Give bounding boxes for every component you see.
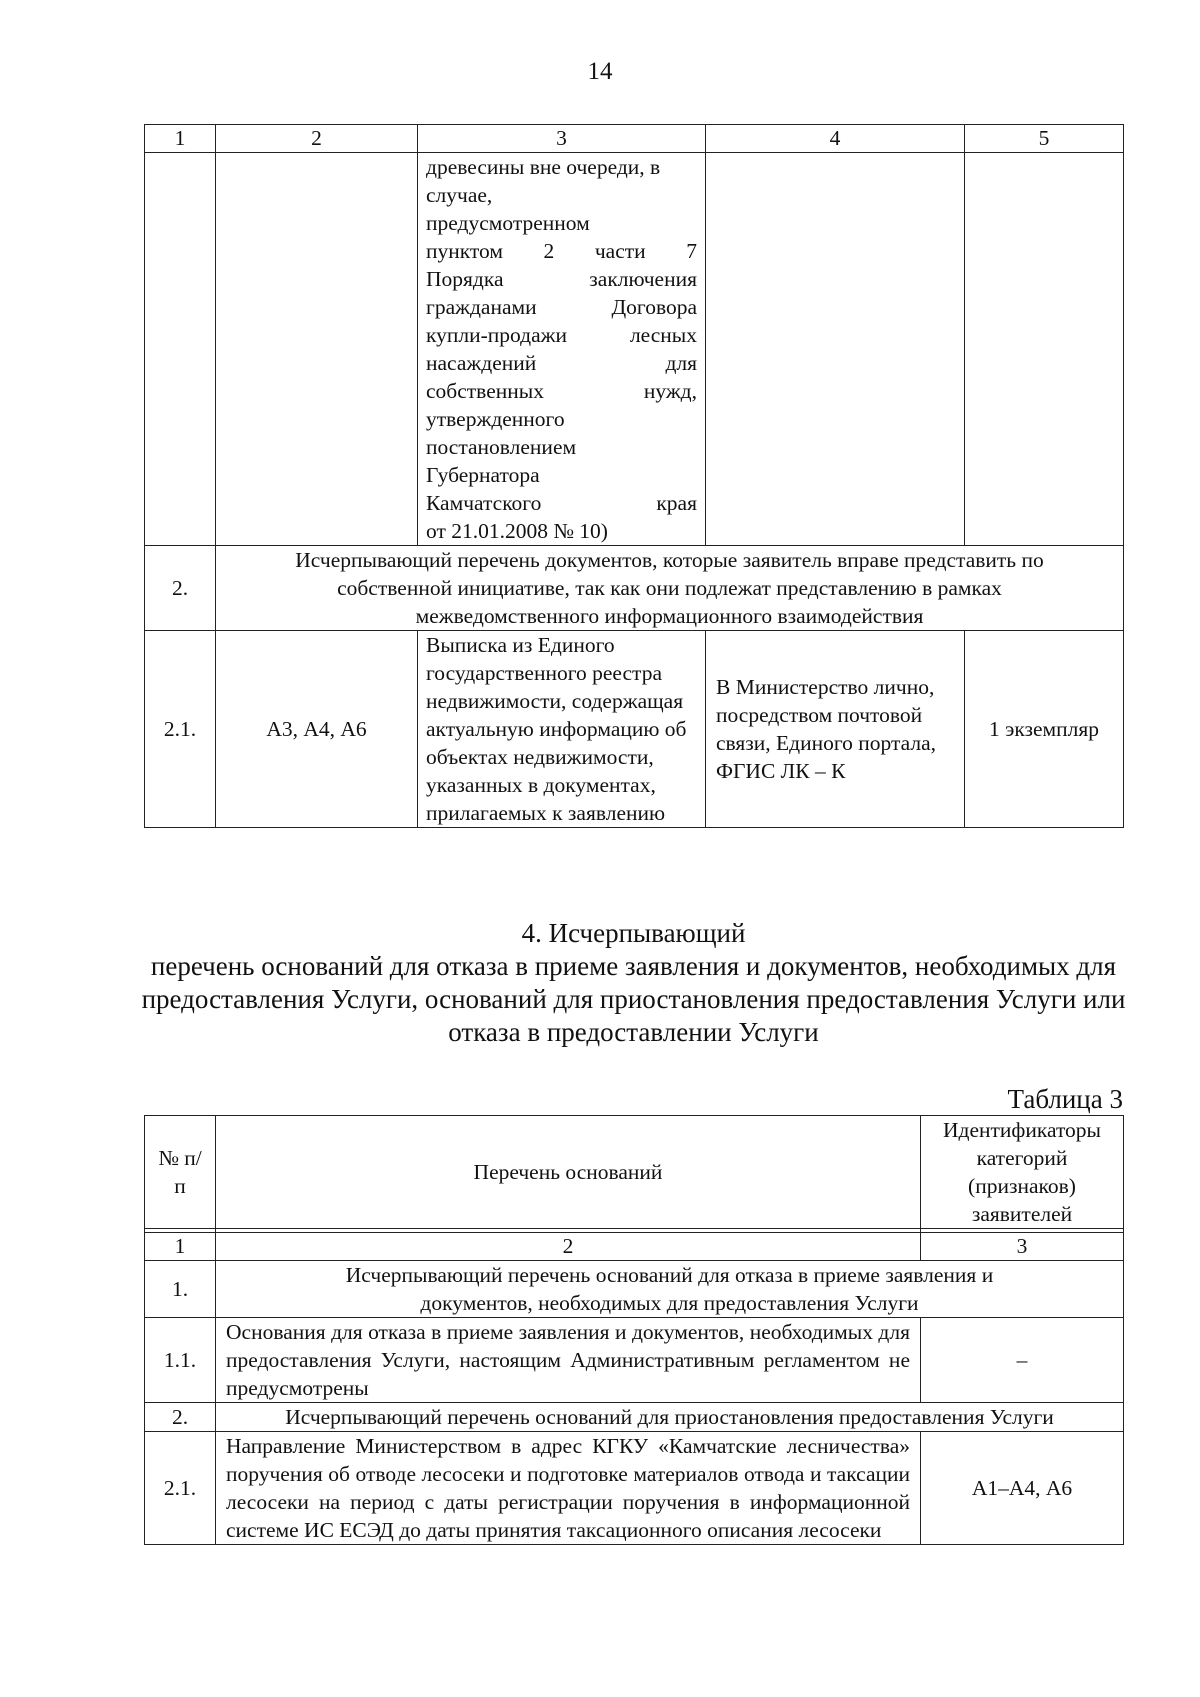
- t3-row-2-1-text: Направление Министерством в адрес КГКУ «Камчатские лесничества» поручения об отводе лесосеки и подготовке материалов отвода и таксации лесосеки на период с даты регистрации поручения в информационной системе ИС ЕСЭД до даты принятия таксационного описания лесосеки: [216, 1432, 921, 1545]
- t3-section-1-title: Исчерпывающий перечень оснований для отказа в приеме заявления и документов, необходимых для предоставления Услуги: [216, 1261, 1124, 1318]
- section-2-title: Исчерпывающий перечень документов, которые заявитель вправе представить по собственной инициативе, так как они подлежат представлению в рамках межведомственного информационного взаимодействия: [216, 546, 1124, 631]
- table-3-header-row: [145, 1116, 1124, 1229]
- document-text-line: насаждений для: [426, 351, 697, 375]
- document-text-line: постановлением: [426, 435, 577, 459]
- t3-col-number-3: 3: [921, 1233, 1124, 1261]
- document-text-line: от 21.01.2008 № 10): [426, 519, 608, 543]
- page-number: 14: [587, 58, 613, 85]
- document-text-line: Губернатора: [426, 463, 540, 487]
- t3-section-2-title: Исчерпывающий перечень оснований для приостановления предоставления Услуги: [216, 1403, 1124, 1432]
- document-text-line: купли-продажи лесных: [426, 323, 697, 347]
- document-text-line: гражданами Договора: [426, 295, 697, 319]
- document-text-line: собственных нужд,: [426, 379, 697, 403]
- row-2-1-quantity: 1 экземпляр: [965, 631, 1124, 828]
- table-3-label: Таблица 3: [1007, 1084, 1123, 1114]
- document-text-line: Камчатского края: [426, 491, 697, 515]
- row-2-1: [145, 631, 1124, 828]
- document-text-line: утвержденного: [426, 407, 565, 431]
- t3-row-2-1: [145, 1432, 1124, 1545]
- section-2-row: [145, 546, 1124, 631]
- row-2-1-document: Выписка из Единого государственного реестра недвижимости, содержащая актуальную информацию об объектах недвижимости, указанных в документах, прилагаемых к заявлению: [418, 631, 706, 828]
- t3-section-2-row: [145, 1403, 1124, 1432]
- row-2-1-categories: А3, А4, А6: [216, 631, 418, 828]
- t3-row-2-1-number: 2.1.: [145, 1432, 216, 1545]
- t3-col-number-1: 1: [145, 1233, 216, 1261]
- t3-row-1-1-text: Основания для отказа в приеме заявления и документов, необходимых для предоставления Услуги, настоящим Административным регламентом не предусмотрены: [216, 1318, 921, 1403]
- application-documents-table-continuation: [144, 124, 1124, 828]
- section-4-heading-text: перечень оснований для отказа в приеме заявления и документов, необходимых для предоставления Услуги, оснований для приостановления предоставления Услуги или отказа в предоставлении Услуги: [141, 951, 1126, 1047]
- continued-document-cell: [418, 153, 706, 546]
- t3-section-1-number: 1.: [145, 1261, 216, 1318]
- header-reasons: Перечень оснований: [216, 1116, 921, 1229]
- col-number-3: 3: [418, 125, 706, 153]
- continued-categories-cell: [216, 153, 418, 546]
- table-3-refusal-grounds: [144, 1115, 1124, 1545]
- t3-section-1-row: [145, 1261, 1124, 1318]
- t3-col-number-2: 2: [216, 1233, 921, 1261]
- document-text-line: пунктом 2 части 7: [426, 239, 697, 263]
- header-number: № п/п: [145, 1116, 216, 1229]
- table-3-column-number-row: [145, 1233, 1124, 1261]
- header-identifiers: Идентификаторы категорий (признаков) заявителей: [921, 1116, 1124, 1229]
- col-number-1: 1: [145, 125, 216, 153]
- t3-section-2-number: 2.: [145, 1403, 216, 1432]
- continued-quantity-cell: [965, 153, 1124, 546]
- row-2-1-submission-method: В Министерство лично, посредством почтовой связи, Единого портала, ФГИС ЛК – К: [706, 631, 965, 828]
- t3-row-1-1-number: 1.1.: [145, 1318, 216, 1403]
- col-number-4: 4: [706, 125, 965, 153]
- t3-row-1-1: [145, 1318, 1124, 1403]
- section-2-number: 2.: [145, 546, 216, 631]
- t3-row-1-1-identifiers: –: [921, 1318, 1124, 1403]
- continued-row: [145, 153, 1124, 546]
- col-number-2: 2: [216, 125, 418, 153]
- document-text-line: Порядка заключения: [426, 267, 697, 291]
- section-4-heading-line-1: 4. Исчерпывающий: [521, 918, 746, 948]
- row-2-1-number: 2.1.: [145, 631, 216, 828]
- continued-submission-cell: [706, 153, 965, 546]
- col-number-5: 5: [965, 125, 1124, 153]
- continued-num-cell: [145, 153, 216, 546]
- t3-row-2-1-identifiers: А1–А4, А6: [921, 1432, 1124, 1545]
- document-text-line: древесины вне очереди, в: [426, 155, 661, 179]
- document-text-line: предусмотренном: [426, 211, 590, 235]
- document-text-line: случае,: [426, 183, 493, 207]
- column-number-row: [145, 125, 1124, 153]
